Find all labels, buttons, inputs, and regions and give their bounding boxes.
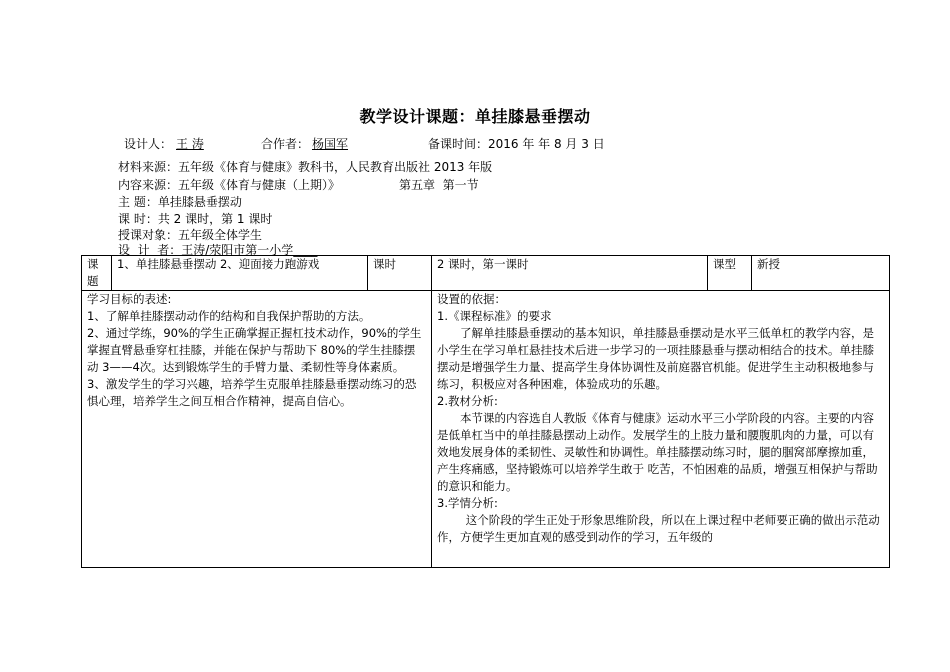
chapter: 第五章 第一节 bbox=[399, 178, 479, 192]
lesson-table bbox=[81, 255, 890, 568]
basis-cell bbox=[432, 291, 890, 568]
hours-line: 课 时：共 2 课时，第 1 课时 bbox=[118, 212, 273, 226]
content-source-line bbox=[118, 176, 479, 194]
prep-time: 备课时间：2016 年 年 8 月 3 日 bbox=[428, 137, 605, 151]
goals-heading: 学习目标的表述: bbox=[87, 292, 172, 306]
basis-3-heading: 3.学情分析: bbox=[437, 496, 498, 510]
material-source: 材料来源：五年级《体育与健康》教科书，人民教育出版社 2013 年版 bbox=[118, 160, 493, 174]
basis-3-text: 这个阶段的学生正处于形象思维阶段，所以在上课过程中老师要正确的做出示范动作，方便学生更加直观的感受到动作的学习，五年级的 bbox=[437, 513, 880, 544]
designer-info: 设 计 者：王涛/荥阳市第一小学 bbox=[118, 243, 294, 257]
coauthor-value: 杨国军 bbox=[312, 137, 349, 151]
basis-heading: 设置的依据： bbox=[437, 292, 506, 306]
topic-row bbox=[82, 256, 890, 291]
type-label: 课型 bbox=[708, 256, 752, 291]
topic-value: 1、单挂膝悬垂摆动 2、迎面接力跑游戏 bbox=[112, 256, 368, 291]
topic-label: 课题 bbox=[82, 256, 112, 291]
page-title: 教学设计课题：单挂膝悬垂摆动 bbox=[359, 107, 591, 126]
topic-line: 主 题：单挂膝悬垂摆动 bbox=[118, 195, 242, 209]
type-value: 新授 bbox=[752, 256, 890, 291]
goal-3: 3、激发学生的学习兴趣，培养学生克服单挂膝悬垂摆动练习的恐惧心理，培养学生之间互相合作精神，提高自信心。 bbox=[87, 377, 417, 408]
target-line: 授课对象：五年级全体学生 bbox=[118, 228, 263, 242]
basis-2-heading: 2.教材分析: bbox=[437, 394, 498, 408]
designer-label: 设计人： bbox=[124, 137, 173, 151]
basis-2-text: 本节课的内容选自人教版《体育与健康》运动水平三小学阶段的内容。主要的内容是低单杠当中的单挂膝悬摆动上动作。发展学生的上肢力量和腰腹肌肉的力量，可以有效地发展身体的柔韧性、灵敏性和协调性。单挂膝摆动练习时，腿的腘窝部摩擦加重，产生疼痛感，坚持锻炼可以培养学生敢于 吃苦，不怕困难的品质，增强互相保护与帮助的意识和能力。 bbox=[437, 411, 878, 493]
hours-value: 2 课时，第一课时 bbox=[432, 256, 708, 291]
content-source: 内容来源：五年级《体育与健康（上期）》 bbox=[118, 178, 341, 192]
basis-1-text: 了解单挂膝悬垂摆动的基本知识，单挂膝悬垂摆动是水平三低单杠的教学内容，是小学生在学习单杠悬挂技术后进一步学习的一项挂膝悬垂与摆动相结合的技术。单挂膝摆动是增强学生力量、提高学生身体协调性及前庭器官机能。促进学生主动积极地参与练习，积极应对各种困难，体验成功的乐趣。 bbox=[437, 326, 874, 391]
goals-cell bbox=[82, 291, 432, 568]
content-row bbox=[82, 291, 890, 568]
designer-blank: ____ bbox=[293, 243, 318, 257]
designer-value: 王 涛 bbox=[176, 137, 204, 151]
basis-1-heading: 1.《课程标准》的要求 bbox=[437, 309, 552, 323]
coauthor-label: 合作者： bbox=[261, 137, 310, 151]
goal-2: 2、通过学练，90%的学生正确掌握正握杠技术动作，90%的学生掌握直臂悬垂穿杠挂膝，并能在保护与帮助下 80%的学生挂膝摆动 3——4次。达到锻炼学生的手臂力量、柔韧性等身体素质。 bbox=[87, 326, 422, 374]
goal-1: 1、了解单挂膝摆动动作的结构和自我保护帮助的方法。 bbox=[87, 309, 371, 323]
hours-label: 课时 bbox=[368, 256, 432, 291]
